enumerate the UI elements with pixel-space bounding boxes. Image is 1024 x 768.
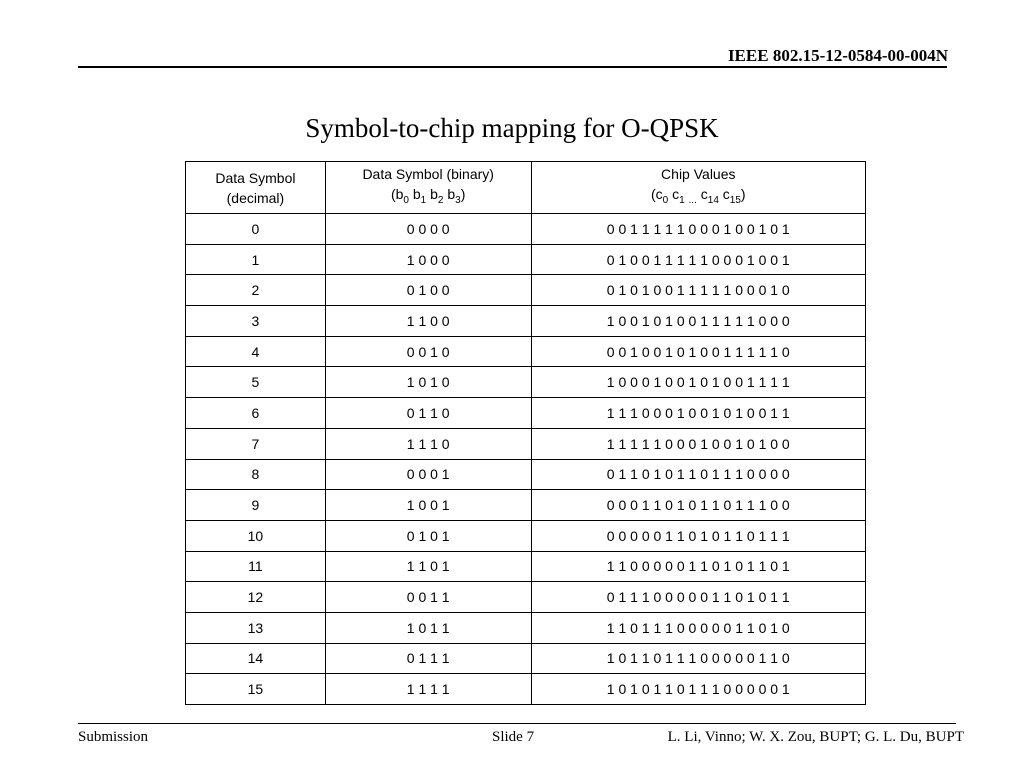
cell-decimal: 2 [186, 275, 326, 306]
cell-decimal: 11 [186, 551, 326, 582]
footer-authors: L. Li, Vinno; W. X. Zou, BUPT; G. L. Du, BUPT [667, 729, 964, 745]
cell-decimal: 13 [186, 612, 326, 643]
table-row [186, 244, 866, 275]
table-row [186, 490, 866, 521]
cell-binary: 1 1 1 1 [325, 674, 531, 705]
footer-submission: Submission [78, 729, 149, 745]
header-decimal [186, 162, 326, 214]
cell-binary: 1 1 0 0 [325, 306, 531, 337]
cell-decimal: 9 [186, 490, 326, 521]
table-row [186, 582, 866, 613]
table-body [186, 214, 866, 705]
cell-binary: 0 0 0 1 [325, 459, 531, 490]
footer-slide-number: Slide 7 [492, 729, 535, 745]
cell-binary: 0 0 1 0 [325, 336, 531, 367]
header-decimal-line2: (decimal) [226, 189, 285, 206]
table-row [186, 214, 866, 245]
header-decimal-line1: Data Symbol [215, 169, 296, 186]
footer-divider [78, 723, 956, 724]
cell-decimal: 15 [186, 674, 326, 705]
cell-chips: 1 0 0 0 1 0 0 1 0 1 0 0 1 1 1 1 [531, 367, 865, 398]
table-row [186, 275, 866, 306]
slide-title: Symbol-to-chip mapping for O-QPSK [305, 113, 719, 143]
cell-chips: 0 0 0 0 0 1 1 0 1 0 1 1 0 1 1 1 [531, 520, 865, 551]
cell-decimal: 1 [186, 244, 326, 275]
cell-decimal: 8 [186, 459, 326, 490]
cell-decimal: 4 [186, 336, 326, 367]
cell-chips: 0 0 1 0 0 1 0 1 0 0 1 1 1 1 1 0 [531, 336, 865, 367]
cell-decimal: 3 [186, 306, 326, 337]
table-row [186, 367, 866, 398]
table-row [186, 520, 866, 551]
header-chips [531, 162, 865, 214]
cell-chips: 1 0 0 1 0 1 0 0 1 1 1 1 1 0 0 0 [531, 306, 865, 337]
cell-chips: 1 1 0 0 0 0 0 1 1 0 1 0 1 1 0 1 [531, 551, 865, 582]
symbol-chip-table [185, 161, 866, 705]
cell-binary: 1 1 0 1 [325, 551, 531, 582]
cell-binary: 1 0 0 1 [325, 490, 531, 521]
cell-binary: 1 0 1 0 [325, 367, 531, 398]
cell-decimal: 10 [186, 520, 326, 551]
table-row [186, 674, 866, 705]
table-row [186, 336, 866, 367]
cell-decimal: 14 [186, 643, 326, 674]
table-row [186, 398, 866, 429]
table-row [186, 551, 866, 582]
header-chips-line2: ($c_0$ $c_1$ $_{...}$ $c_{14}$ $c_{15}$) [650, 186, 746, 206]
cell-chips: 0 0 1 1 1 1 1 0 0 0 1 0 0 1 0 1 [531, 214, 865, 245]
cell-decimal: 7 [186, 428, 326, 459]
table-header-row [186, 162, 866, 214]
cell-binary: 0 0 0 0 [325, 214, 531, 245]
cell-chips: 0 1 1 1 0 0 0 0 0 1 1 0 1 0 1 1 [531, 582, 865, 613]
cell-decimal: 0 [186, 214, 326, 245]
header-chips-line1: Chip Values [661, 166, 736, 183]
cell-chips: 0 0 0 1 1 0 1 0 1 1 0 1 1 1 0 0 [531, 490, 865, 521]
header-binary-line2: ($b_0$ $b_1$ $b_2$ $b_3$) [390, 186, 466, 206]
header-binary [325, 162, 531, 214]
cell-chips: 1 1 1 0 0 0 1 0 0 1 0 1 0 0 1 1 [531, 398, 865, 429]
cell-chips: 1 1 1 1 1 0 0 0 1 0 0 1 0 1 0 0 [531, 428, 865, 459]
cell-binary: 1 0 0 0 [325, 244, 531, 275]
table-row [186, 306, 866, 337]
cell-chips: 0 1 0 1 0 0 1 1 1 1 1 0 0 0 1 0 [531, 275, 865, 306]
cell-binary: 0 1 0 0 [325, 275, 531, 306]
cell-decimal: 12 [186, 582, 326, 613]
cell-decimal: 6 [186, 398, 326, 429]
cell-binary: 0 1 1 0 [325, 398, 531, 429]
header-divider [78, 66, 947, 68]
cell-binary: 0 0 1 1 [325, 582, 531, 613]
table-row [186, 643, 866, 674]
header-binary-line1: Data Symbol (binary) [362, 166, 494, 183]
cell-binary: 1 0 1 1 [325, 612, 531, 643]
cell-chips: 1 1 0 1 1 1 0 0 0 0 0 1 1 0 1 0 [531, 612, 865, 643]
cell-binary: 1 1 1 0 [325, 428, 531, 459]
cell-chips: 0 1 1 0 1 0 1 1 0 1 1 1 0 0 0 0 [531, 459, 865, 490]
table-row [186, 428, 866, 459]
cell-binary: 0 1 1 1 [325, 643, 531, 674]
cell-chips: 1 0 1 0 1 1 0 1 1 1 0 0 0 0 0 1 [531, 674, 865, 705]
cell-decimal: 5 [186, 367, 326, 398]
table-row [186, 459, 866, 490]
cell-binary: 0 1 0 1 [325, 520, 531, 551]
cell-chips: 0 1 0 0 1 1 1 1 1 0 0 0 1 0 0 1 [531, 244, 865, 275]
document-id: IEEE 802.15-12-0584-00-004N [727, 46, 948, 65]
table-row [186, 612, 866, 643]
cell-chips: 1 0 1 1 0 1 1 1 0 0 0 0 0 1 1 0 [531, 643, 865, 674]
